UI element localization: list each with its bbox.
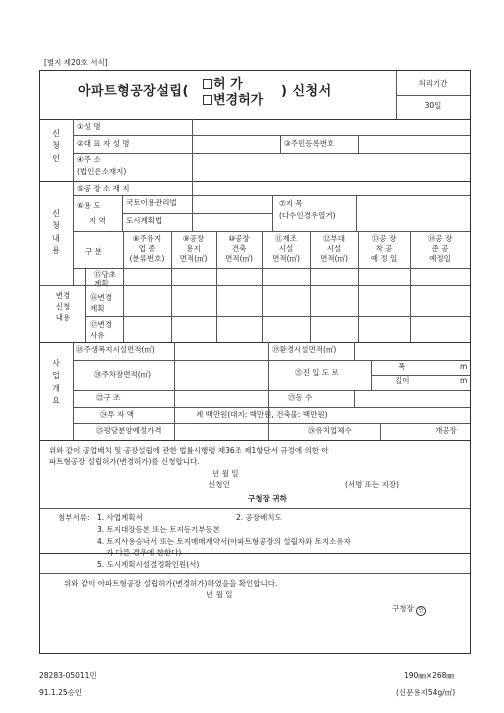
tenant-count-unit: 개공장 [435, 426, 457, 435]
road-length-unit: m [460, 376, 468, 385]
col-industry: ⑧주유지 업 종 (분류번호) [129, 234, 165, 264]
address-note: (법인은소재지) [77, 167, 127, 176]
road-width-unit: m [460, 362, 468, 371]
factory-location-label: ⑤공 장 소 재 지 [77, 184, 130, 193]
change-permit-checkbox[interactable] [203, 95, 212, 105]
application-form [39, 70, 471, 569]
road-length-label: 길이 [395, 376, 410, 385]
title-options: 허 가 변경허가 [203, 77, 263, 110]
seal-icon: 인 [416, 606, 426, 616]
change-reason-label: ⑰변경 사유 [90, 320, 112, 340]
zoning-label-2: 지 역 [89, 216, 106, 225]
col-completion-date: ⑭공 장 준 공 예정일 [427, 234, 453, 264]
approval-date: 91.1.25승인 [39, 688, 83, 697]
processing-period-value: 30일 [424, 101, 442, 110]
structure-label: ㉒구 조 [96, 393, 121, 402]
form-code: 28283-05011민 [39, 671, 97, 680]
form-number: [별지 제20호 서식] [44, 58, 108, 67]
attachment-4-cont: 가 다른 경우에 한한다) [106, 548, 182, 557]
land-category-label: ⑦지 목 [279, 199, 303, 208]
parking-area-label: ⑳주차장면적(㎡) [94, 370, 152, 379]
col-manufacturing-area: ⑪제조 시설 면적(㎡) [272, 234, 300, 264]
col-auxiliary-area: ⑫부대 시설 면적(㎡) [320, 234, 348, 264]
paper-size: 190㎜×268㎜ [404, 671, 454, 680]
attachment-2: 2. 공장배치도 [236, 513, 282, 522]
attachment-1: 1. 사업계획서 [97, 513, 143, 522]
unit-price-label: ㉕평당분양예정가격 [96, 426, 162, 435]
permit-checkbox[interactable] [203, 79, 212, 89]
sign-or-seal: (서명 또는 지장) [345, 480, 400, 489]
address-label: ④주 소 [77, 155, 101, 164]
confirmation-signer: 구청장 인 [392, 605, 426, 616]
representative-label: ②대 표 자 성 명 [77, 139, 130, 148]
zoning-label: ⑥용 도 [77, 201, 101, 210]
applicant-sign-label: 신청인 [208, 480, 230, 489]
confirmation-date: 년 월 일 [206, 590, 233, 599]
resident-number-label: ③주민등록번호 [284, 139, 335, 148]
col-start-date: ⑬공 장 착 공 예 정 일 [370, 234, 398, 264]
declaration-date: 년 월 일 [212, 469, 239, 478]
application-section-label: 신 청 내 용 [52, 209, 60, 256]
access-road-label: ㉑진 입 도 로 [295, 368, 339, 377]
attachments-label: 첨부서류: [58, 513, 90, 522]
changed-plan-label: ⑯변경 계획 [90, 293, 112, 313]
attachment-5: 5. 도시계획시설결정확인원(서) [97, 560, 200, 569]
urban-planning-law: 도시계획법 [126, 216, 163, 225]
original-plan-label: ⑮당초 계획 [94, 270, 116, 289]
declaration-line-1: 위와 같이 공업배치 및 공장설립에 관한 법률시행령 제36조 제1항단서 규정에 의한 아 [49, 446, 329, 455]
environment-facility-label: ⑲환경시설면적(㎡) [272, 345, 337, 354]
investment-detail: 계 백만원(대지: 백만원, 건축물: 백만원) [196, 410, 328, 419]
name-label: ①성 명 [77, 122, 101, 131]
welfare-facility-label: ⑱주생복지시설면적(㎡) [76, 345, 155, 354]
change-section-label: 변경 신청 내용 [55, 291, 71, 322]
overview-section-label: 사 업 개 요 [52, 359, 60, 406]
land-category-note: (다수인경우열거) [279, 211, 336, 220]
form-title: 아파트형공장설립( [78, 84, 189, 99]
confirmation-text: 위와 같이 아파트형공장 설립허가(변경허가)하였음을 확인합니다. [64, 579, 278, 588]
applicant-section-label: 신 청 인 [52, 129, 60, 163]
tenant-count-label: ㉖유치업체수 [308, 426, 352, 435]
col-building-area: ⑩공장 건축 면적(㎡) [225, 234, 253, 264]
declaration-line-2: 파트형공장 설립허가(변경허가)를 신청합니다. [49, 457, 200, 466]
building-count-label: ㉓동 수 [288, 393, 313, 402]
col-site-area: ⑨공장 용지 면적(㎡) [179, 234, 208, 264]
road-width-label: 폭 [398, 362, 406, 371]
attachment-3: 3. 토지대장등본 또는 토지등기부등본 [97, 525, 220, 534]
land-use-law: 국토이용관리법 [126, 198, 177, 207]
title-suffix: ) 신청서 [281, 84, 332, 99]
category-label: 구 분 [85, 247, 102, 256]
attachment-4: 4. 토지사용승낙서 또는 토지매매계약서(아파트형공장의 설립자와 토지소유자 [97, 537, 351, 546]
addressee: 구청장 귀하 [248, 494, 287, 503]
processing-period-label: 처리기간 [418, 79, 448, 88]
investment-label: ㉔투 자 액 [100, 410, 135, 419]
paper-type: (신문용지54g/㎡) [396, 688, 456, 697]
